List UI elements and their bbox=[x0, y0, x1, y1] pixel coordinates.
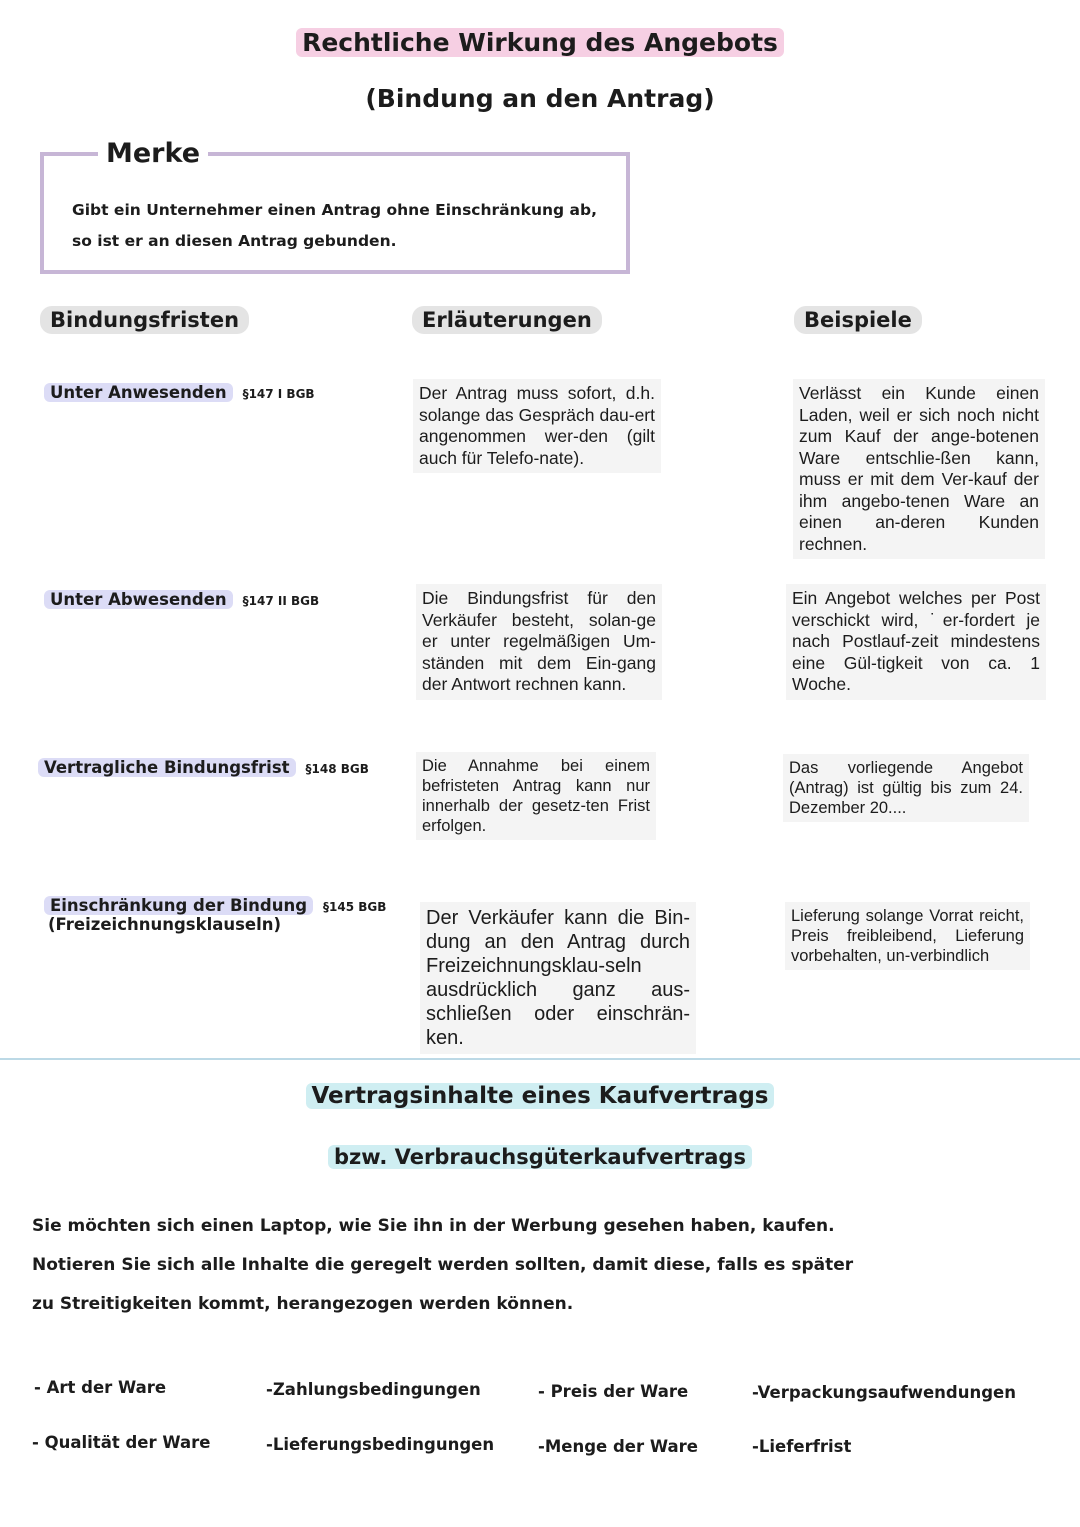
merke-text-line2: so ist er an diesen Antrag gebunden. bbox=[72, 232, 397, 250]
example-text: Das vorliegende Angebot (Antrag) ist gültig bis zum 24. Dezember 20.... bbox=[783, 754, 1029, 822]
row-label-unter-abwesenden: Unter Abwesenden §147 II BGB bbox=[44, 590, 319, 609]
list-item: -Menge der Ware bbox=[538, 1437, 698, 1456]
example-text: Lieferung solange Vorrat reicht, Preis freibleibend, Lieferung vorbehalten, un-verbindlich bbox=[785, 902, 1030, 970]
explanation-text: Die Annahme bei einem befristeten Antrag kann nur innerhalb der gesetz-ten Frist erfolgen. bbox=[416, 752, 656, 840]
row-label-freizeichnungsklauseln: (Freizeichnungsklauseln) bbox=[48, 915, 282, 934]
section-divider bbox=[0, 1058, 1080, 1060]
explanation-text: Der Antrag muss sofort, d.h. solange das Gespräch dau-ert angenommen wer-den (gilt auch für Telefo-nate). bbox=[413, 379, 661, 473]
list-item: -Zahlungsbedingungen bbox=[266, 1380, 481, 1399]
column-header-bindungsfristen: Bindungsfristen bbox=[40, 308, 249, 332]
explanation-text: Der Verkäufer kann die Bin-dung an den Antrag durch Freizeichnungsklau-seln ausdrücklich ganz aus-schließen oder einschrän-ken. bbox=[420, 902, 696, 1054]
merke-text bbox=[72, 195, 617, 257]
task-line1: Sie möchten sich einen Laptop, wie Sie ihn in der Werbung gesehen haben, kaufen. bbox=[32, 1216, 835, 1236]
explanation-text: Die Bindungsfrist für den Verkäufer besteht, solan-ge er unter regelmäßigen Um-ständen mit dem Ein-gang der Antwort rechnen kann. bbox=[416, 584, 662, 700]
row-label-unter-anwesenden: Unter Anwesenden §147 I BGB bbox=[44, 383, 315, 402]
section2-subtitle: bzw. Verbrauchsgüterkaufvertrags bbox=[0, 1145, 1080, 1169]
task-line2: Notieren Sie sich alle Inhalte die geregelt werden sollten, damit diese, falls es später bbox=[32, 1255, 854, 1275]
list-item: -Lieferfrist bbox=[752, 1437, 852, 1456]
list-item: - Art der Ware bbox=[34, 1378, 167, 1397]
list-item: - Qualität der Ware bbox=[32, 1433, 211, 1452]
page-title bbox=[0, 28, 1080, 57]
example-text: Verlässt ein Kunde einen Laden, weil er sich noch nicht zum Kauf der ange-botenen Ware entschlie-ßen kann, muss er mit dem Ver-kauf der ihm angebo-tenen Ware an einen an-deren Kunden rechnen. bbox=[793, 379, 1045, 559]
page-title-text: Rechtliche Wirkung des Angebots bbox=[296, 28, 784, 57]
paragraph-ref: §147 II BGB bbox=[242, 594, 320, 608]
row-label-einschraenkung: Einschränkung der Bindung §145 BGB (Freizeichnungsklauseln) bbox=[44, 896, 386, 934]
merke-label: Merke bbox=[98, 138, 208, 169]
list-item: -Lieferungsbedingungen bbox=[266, 1435, 495, 1454]
paragraph-ref: §145 BGB bbox=[323, 900, 387, 914]
task-text bbox=[32, 1207, 1042, 1324]
column-header-erlaeuterungen: Erläuterungen bbox=[412, 308, 602, 332]
example-text: Ein Angebot welches per Post verschickt wird, ˙er-fordert je nach Postlauf-zeit mindestens eine Gül-tigkeit von ca. 1 Woche. bbox=[786, 584, 1046, 700]
page-subtitle: (Bindung an den Antrag) bbox=[365, 84, 715, 113]
paragraph-ref: §147 I BGB bbox=[242, 387, 315, 401]
column-header-beispiele: Beispiele bbox=[794, 308, 922, 332]
row-label-vertragliche-bindungsfrist: Vertragliche Bindungsfrist §148 BGB bbox=[38, 758, 369, 777]
list-item: -Verpackungsaufwendungen bbox=[752, 1383, 1016, 1402]
merke-text-line1: Gibt ein Unternehmer einen Antrag ohne Einschränkung ab, bbox=[72, 201, 597, 219]
task-line3: zu Streitigkeiten kommt, herangezogen werden können. bbox=[32, 1294, 574, 1314]
list-item: - Preis der Ware bbox=[538, 1382, 689, 1401]
paragraph-ref: §148 BGB bbox=[305, 762, 369, 776]
section2-title: Vertragsinhalte eines Kaufvertrags bbox=[0, 1083, 1080, 1109]
